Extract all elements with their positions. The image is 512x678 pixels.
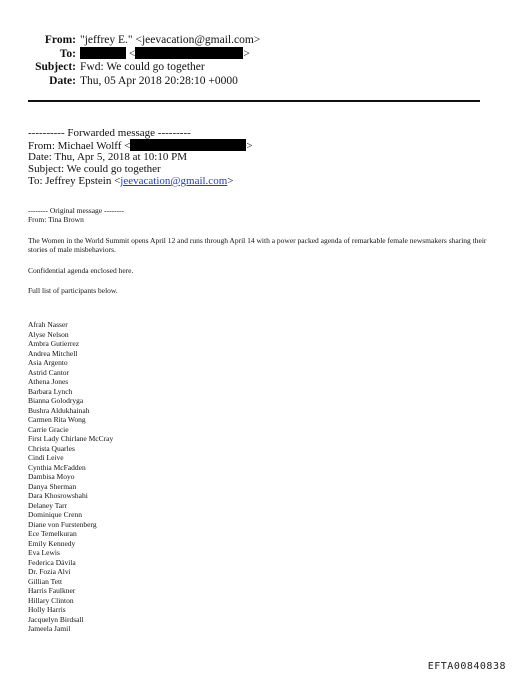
list-item: Dambisa Moyo [28,472,75,481]
forwarded-to-line [28,175,233,187]
list-item: Christa Quarles [28,443,75,453]
list-item: Astrid Cantor [28,367,70,377]
list-item: Jacquelyn Birdsall [28,614,84,624]
header-subject-label: Subject: [35,61,76,73]
forwarded-separator: ---------- Forwarded message --------- [28,127,191,139]
participants-intro: Full list of participants below. [28,286,118,295]
list-item: Emily Kennedy [28,538,76,548]
header-date-row [0,75,238,88]
header-date-value: Thu, 05 Apr 2018 20:28:10 +0000 [80,75,238,87]
list-item: Eva Lewis [28,548,60,557]
header-to-close: > [243,48,250,60]
header-to-label: To: [59,48,76,60]
list-item: Cindi Leive [28,453,64,462]
list-item: Carrie Gracie [28,424,69,434]
list-item: Carmen Rita Wong [28,415,86,424]
participants-list [28,320,113,634]
list-item: Harris Faulkner [28,586,76,595]
list-item: Asia Argento [28,358,68,367]
list-item: Diane von Furstenberg [28,519,97,529]
list-item: Ambra Gutierrez [28,339,80,348]
list-item: Andrea Mitchell [28,348,78,358]
list-item: Hillary Clinton [28,595,74,605]
list-item: Dr. Fozia Alvi [28,567,71,576]
list-item: Bianna Golodryga [28,396,84,405]
list-item: Bushra Aldukhainah [28,405,90,415]
header-subject-value: Fwd: We could go together [80,61,205,73]
header-to-row [0,47,250,61]
forwarded-to-suffix: > [227,175,234,187]
redaction-bar [135,47,243,59]
list-item: Danya Sherman [28,481,77,491]
header-divider [28,100,480,102]
list-item: Ece Temelkuran [28,529,77,538]
list-item: Alyse Nelson [28,329,69,339]
header-from-label: From: [44,34,76,46]
original-separator: -------- Original message -------- [28,206,124,215]
redaction-bar [80,47,126,59]
header-date-label: Date: [49,75,76,87]
redaction-bar [130,139,246,151]
list-item: Holly Harris [28,605,66,614]
forwarded-subject-line: Subject: We could go together [28,163,161,175]
original-from-line: From: Tina Brown [28,215,84,224]
list-item: Afrah Nasser [28,320,68,329]
list-item: Jameela Jamil [28,624,71,633]
forwarded-from-suffix: > [246,140,253,152]
header-from-value: "jeffrey E." <jeevacation@gmail.com> [80,34,261,46]
list-item: Barbara Lynch [28,386,73,396]
confidential-note: Confidential agenda enclosed here. [28,266,134,275]
bates-number: EFTA00840838 [427,661,506,672]
header-to-open: < [128,48,136,60]
header-subject-row [0,61,205,74]
list-item: Athena Jones [28,377,69,386]
forwarded-date-line: Date: Thu, Apr 5, 2018 at 10:10 PM [28,151,187,163]
header-from-row [0,34,260,47]
list-item: Dominique Crenn [28,510,82,519]
email-link[interactable]: jeevacation@gmail.com [120,175,228,187]
list-item: First Lady Chirlane McCray [28,434,114,443]
list-item: Delaney Tarr [28,500,68,510]
list-item: Federica Dávila [28,557,76,567]
list-item: Cynthia McFadden [28,462,86,472]
list-item: Gillian Tett [28,576,63,586]
original-body: The Women in the World Summit opens April 12 and runs through April 14 with a power packed agenda of remarkable female newsmakers sharing their stories of male misbehaviors. [28,236,487,254]
forwarded-from-prefix: From: Michael Wolff < [28,140,131,152]
forwarded-to-prefix: To: Jeffrey Epstein < [28,175,121,187]
list-item: Dara Khosrowshahi [28,491,88,500]
